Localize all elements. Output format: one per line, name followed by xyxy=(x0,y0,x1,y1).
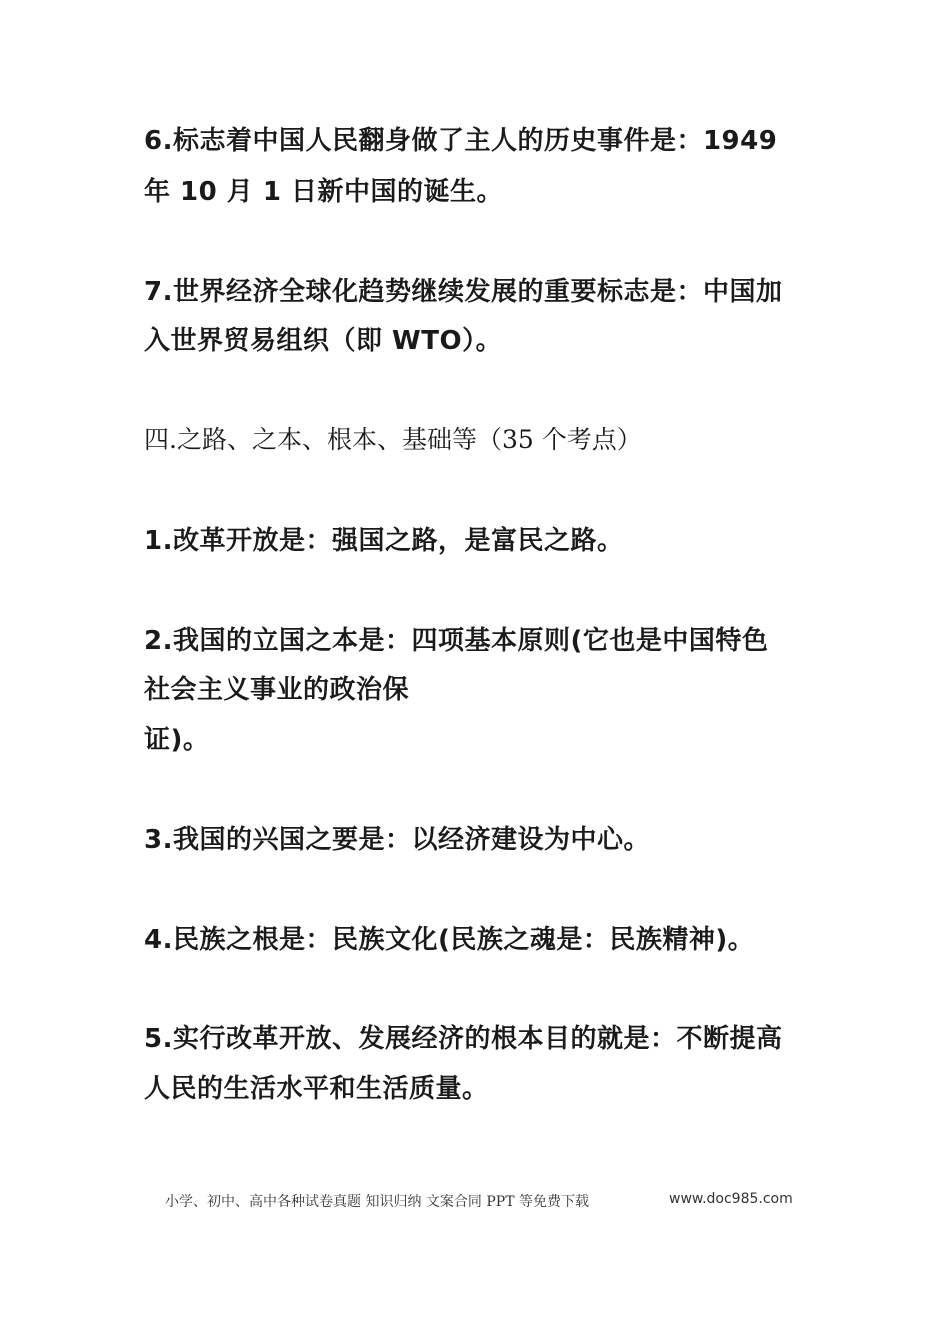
point-5-line-1: 5.实行改革开放、发展经济的根本目的就是：不断提高 xyxy=(144,1024,783,1054)
point-2-line-2: 社会主义事业的政治保 xyxy=(144,675,410,705)
point-3-line-1: 3.我国的兴国之要是：以经济建设为中心。 xyxy=(144,825,650,855)
point-2-line-1: 2.我国的立国之本是：四项基本原则(它也是中国特色 xyxy=(144,626,769,656)
point-5-line-2: 人民的生活水平和生活质量。 xyxy=(144,1074,489,1104)
footer-text: 小学、初中、高中各种试卷真题 知识归纳 文案合同 PPT 等免费下载 xyxy=(165,1194,589,1210)
point-2-line-3: 证)。 xyxy=(144,725,210,755)
point-1-line-1: 1.改革开放是：强国之路，是富民之路。 xyxy=(144,526,624,556)
item-7-line-2: 入世界贸易组织（即 WTO）。 xyxy=(144,326,503,356)
point-4-line-1: 4.民族之根是：民族文化(民族之魂是：民族精神)。 xyxy=(144,925,755,955)
item-7-line-1: 7.世界经济全球化趋势继续发展的重要标志是：中国加 xyxy=(144,277,783,307)
item-6-line-2: 年 10 月 1 日新中国的诞生。 xyxy=(144,177,503,207)
footer-site-link[interactable]: www.doc985.com xyxy=(669,1191,793,1207)
section-heading: 四.之路、之本、根本、基础等（35 个考点） xyxy=(144,425,642,454)
item-6-line-1: 6.标志着中国人民翻身做了主人的历史事件是：1949 xyxy=(144,126,778,156)
